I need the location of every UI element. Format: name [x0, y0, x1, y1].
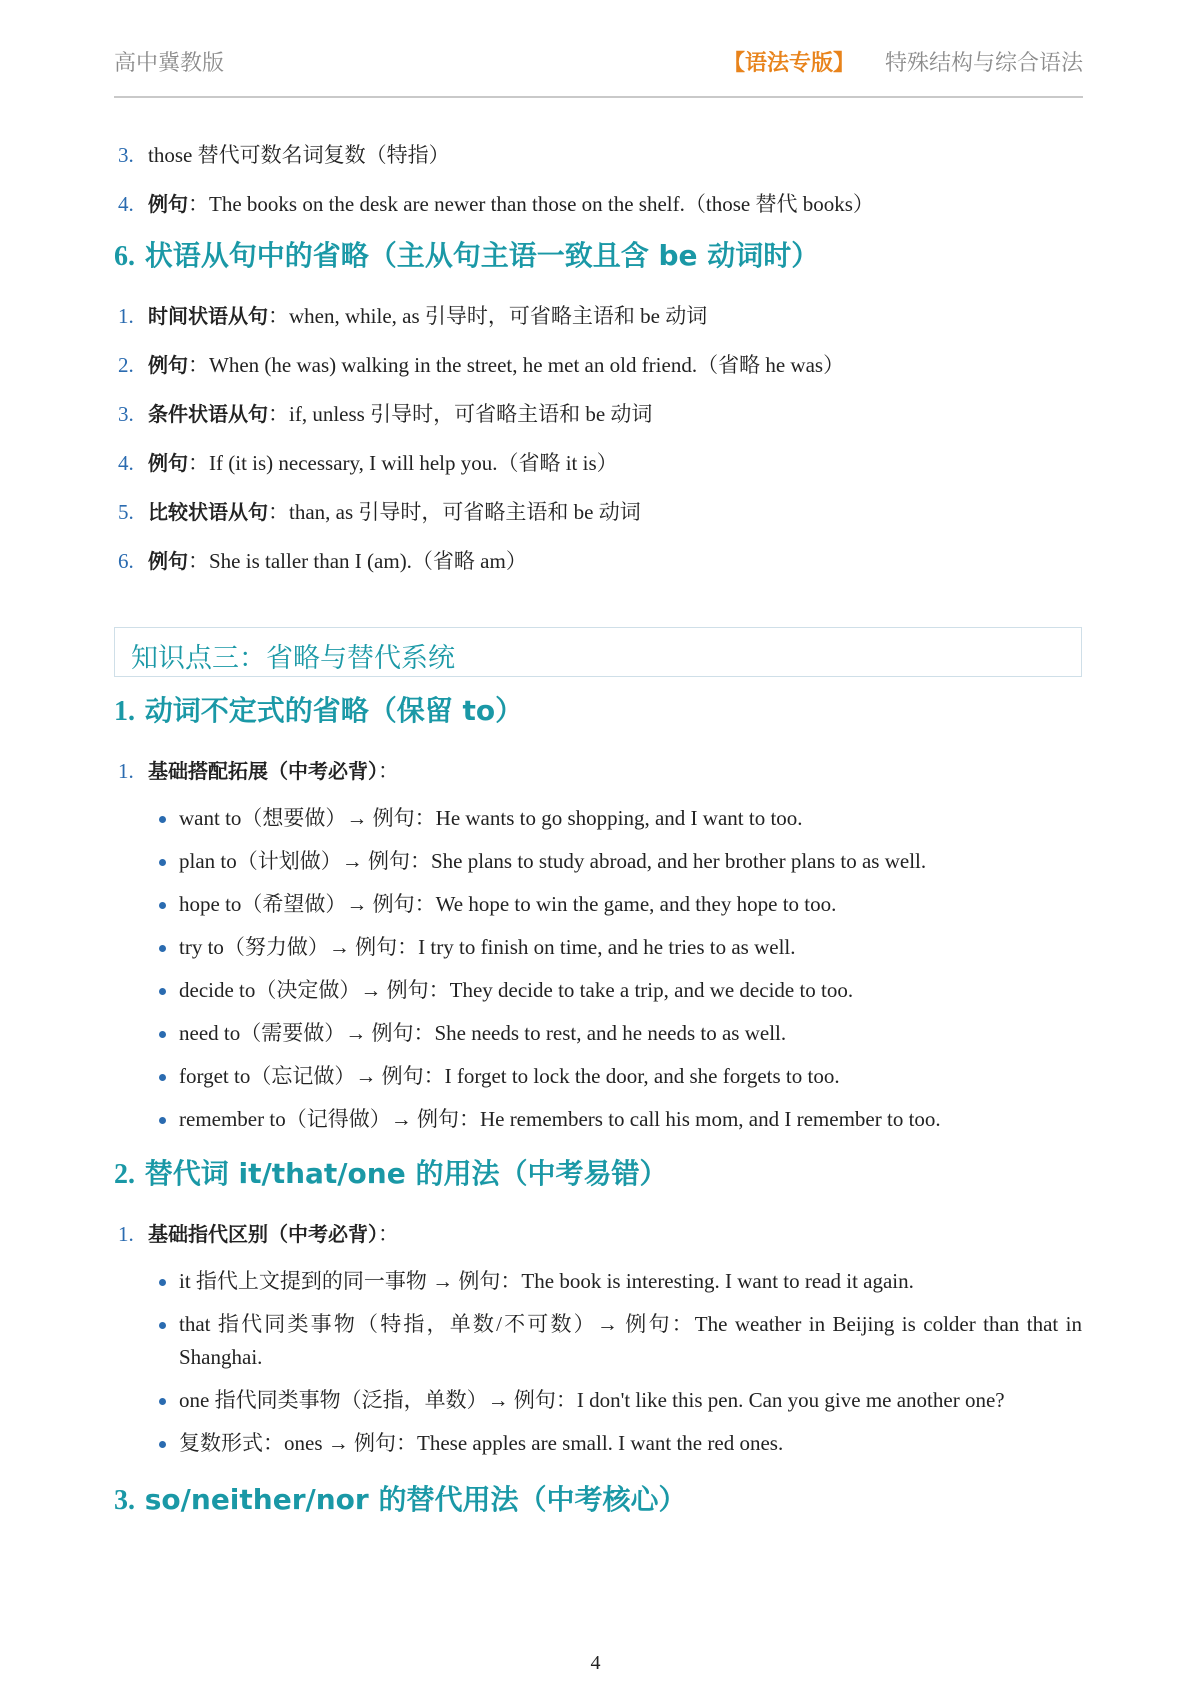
- item-label: 时间状语从句: [148, 304, 268, 328]
- item-label: 例句: [148, 353, 188, 377]
- item-text: ：when, while, as 引导时，可省略主语和 be 动词: [268, 304, 708, 328]
- heading-number: 6.: [114, 241, 135, 272]
- s1-sub-list: [114, 756, 1082, 786]
- knowledge-point-title: 知识点三：省略与替代系统: [131, 643, 455, 674]
- list-item: [114, 448, 1082, 478]
- bullet-icon: [159, 1441, 166, 1448]
- bullet-item: [114, 1427, 1082, 1460]
- item-label: 例句: [148, 451, 188, 475]
- bullet-icon: [159, 1279, 166, 1286]
- item-label: 基础搭配拓展（中考必背）: [148, 759, 378, 783]
- item-label: 比较状语从句: [148, 500, 268, 524]
- bullet-icon: [159, 816, 166, 823]
- item-number: 2.: [118, 353, 134, 377]
- heading-title: 替代词 it/that/one 的用法（中考易错）: [144, 1157, 668, 1190]
- bullet-text: hope to（希望做）→ 例句：We hope to win the game, and they hope to too.: [179, 892, 837, 916]
- item-text: ：: [378, 1222, 399, 1246]
- knowledge-point-box: [114, 627, 1082, 677]
- bullet-text: try to（努力做）→ 例句：I try to finish on time, and he tries to as well.: [179, 935, 796, 959]
- bullet-item: [114, 1103, 1082, 1136]
- page-header: [114, 44, 1083, 98]
- item-text: ：When (he was) walking in the street, he met an old friend.（省略 he was）: [188, 353, 845, 377]
- heading-number: 1.: [114, 696, 135, 727]
- header-right: [723, 46, 1083, 77]
- item-number: 3.: [118, 402, 134, 426]
- list-item: [114, 497, 1082, 527]
- bullet-item: [114, 845, 1082, 878]
- bullet-text: remember to（记得做）→ 例句：He remembers to call his mom, and I remember to too.: [179, 1107, 941, 1131]
- bullet-item: [114, 1060, 1082, 1093]
- bullet-text: need to（需要做）→ 例句：She needs to rest, and he needs to as well.: [179, 1021, 787, 1045]
- header-tag: 【语法专版】: [722, 50, 855, 75]
- bullet-item: [114, 931, 1082, 964]
- bullet-text: it 指代上文提到的同一事物 → 例句：The book is interesting. I want to read it again.: [179, 1269, 914, 1293]
- page-content: [114, 140, 1082, 1519]
- item-number: 3.: [118, 143, 134, 167]
- item-text: those 替代可数名词复数（特指）: [148, 143, 450, 167]
- list-item: [114, 1219, 1082, 1249]
- list-item: [114, 546, 1082, 576]
- s2-sub-list: [114, 1219, 1082, 1249]
- bullet-item: [114, 1017, 1082, 1050]
- bullet-icon: [159, 859, 166, 866]
- item-number: 1.: [118, 1222, 134, 1246]
- item-text: ：She is taller than I (am).（省略 am）: [188, 549, 527, 573]
- bullet-item: [114, 802, 1082, 835]
- heading-title: 动词不定式的省略（保留 to）: [144, 694, 524, 727]
- heading-number: 2.: [114, 1159, 135, 1190]
- list-item: [114, 350, 1082, 380]
- header-edition: 高中冀教版: [114, 50, 225, 75]
- bullet-text: want to（想要做）→ 例句：He wants to go shopping, and I want to too.: [179, 806, 803, 830]
- item-number: 1.: [118, 304, 134, 328]
- bullet-item: [114, 1265, 1082, 1298]
- item-text: ：: [378, 759, 399, 783]
- item-text: ：If (it is) necessary, I will help you.（省略 it is）: [188, 451, 618, 475]
- item-number: 1.: [118, 759, 134, 783]
- item-number: 5.: [118, 500, 134, 524]
- list-item: [114, 189, 1082, 219]
- bullet-icon: [159, 1074, 166, 1081]
- bullet-icon: [159, 902, 166, 909]
- item-number: 4.: [118, 192, 134, 216]
- section-heading-6: [114, 238, 1082, 275]
- bullet-icon: [159, 1398, 166, 1405]
- heading-title: 状语从句中的省略（主从句主语一致且含 be 动词时）: [144, 239, 820, 272]
- item-text: ：than, as 引导时，可省略主语和 be 动词: [268, 500, 641, 524]
- item-text: ：if, unless 引导时，可省略主语和 be 动词: [268, 402, 653, 426]
- bullet-icon: [159, 1322, 166, 1329]
- bullet-text: plan to（计划做）→ 例句：She plans to study abroad, and her brother plans to as well.: [179, 849, 927, 873]
- section-heading-2: [114, 1156, 1082, 1193]
- item-label: 例句: [148, 192, 188, 216]
- bullet-icon: [159, 988, 166, 995]
- bullet-text: decide to（决定做）→ 例句：They decide to take a trip, and we decide to too.: [179, 978, 854, 1002]
- page-number: 4: [590, 1652, 601, 1674]
- s2-bullet-list: [114, 1265, 1082, 1460]
- bullet-text: forget to（忘记做）→ 例句：I forget to lock the door, and she forgets to too.: [179, 1064, 840, 1088]
- bullet-item: [114, 1384, 1082, 1417]
- list-item: [114, 140, 1082, 170]
- s1-bullet-list: [114, 802, 1082, 1136]
- item-text: ：The books on the desk are newer than those on the shelf.（those 替代 books）: [188, 192, 874, 216]
- bullet-item: [114, 974, 1082, 1007]
- top-list: [114, 140, 1082, 219]
- bullet-text: 复数形式：ones → 例句：These apples are small. I want the red ones.: [179, 1431, 784, 1455]
- header-title: 特殊结构与综合语法: [884, 50, 1083, 75]
- bullet-icon: [159, 945, 166, 952]
- bullet-item: [114, 888, 1082, 921]
- item-label: 例句: [148, 549, 188, 573]
- heading-title: so/neither/nor 的替代用法（中考核心）: [144, 1483, 687, 1516]
- section-heading-3: [114, 1482, 1082, 1519]
- bullet-text: that 指代同类事物（特指，单数/不可数）→ 例句：The weather in Beijing is colder than that in Shanghai.: [179, 1312, 1082, 1369]
- bullet-text: one 指代同类事物（泛指，单数）→ 例句：I don't like this pen. Can you give me another one?: [179, 1388, 1005, 1412]
- list-item: [114, 756, 1082, 786]
- section-heading-1: [114, 693, 1082, 730]
- bullet-item: [114, 1308, 1082, 1374]
- section6-list: [114, 301, 1082, 576]
- bullet-icon: [159, 1031, 166, 1038]
- list-item: [114, 301, 1082, 331]
- item-label: 基础指代区别（中考必背）: [148, 1222, 378, 1246]
- list-item: [114, 399, 1082, 429]
- bullet-icon: [159, 1117, 166, 1124]
- heading-number: 3.: [114, 1485, 135, 1516]
- item-label: 条件状语从句: [148, 402, 268, 426]
- item-number: 6.: [118, 549, 134, 573]
- item-number: 4.: [118, 451, 134, 475]
